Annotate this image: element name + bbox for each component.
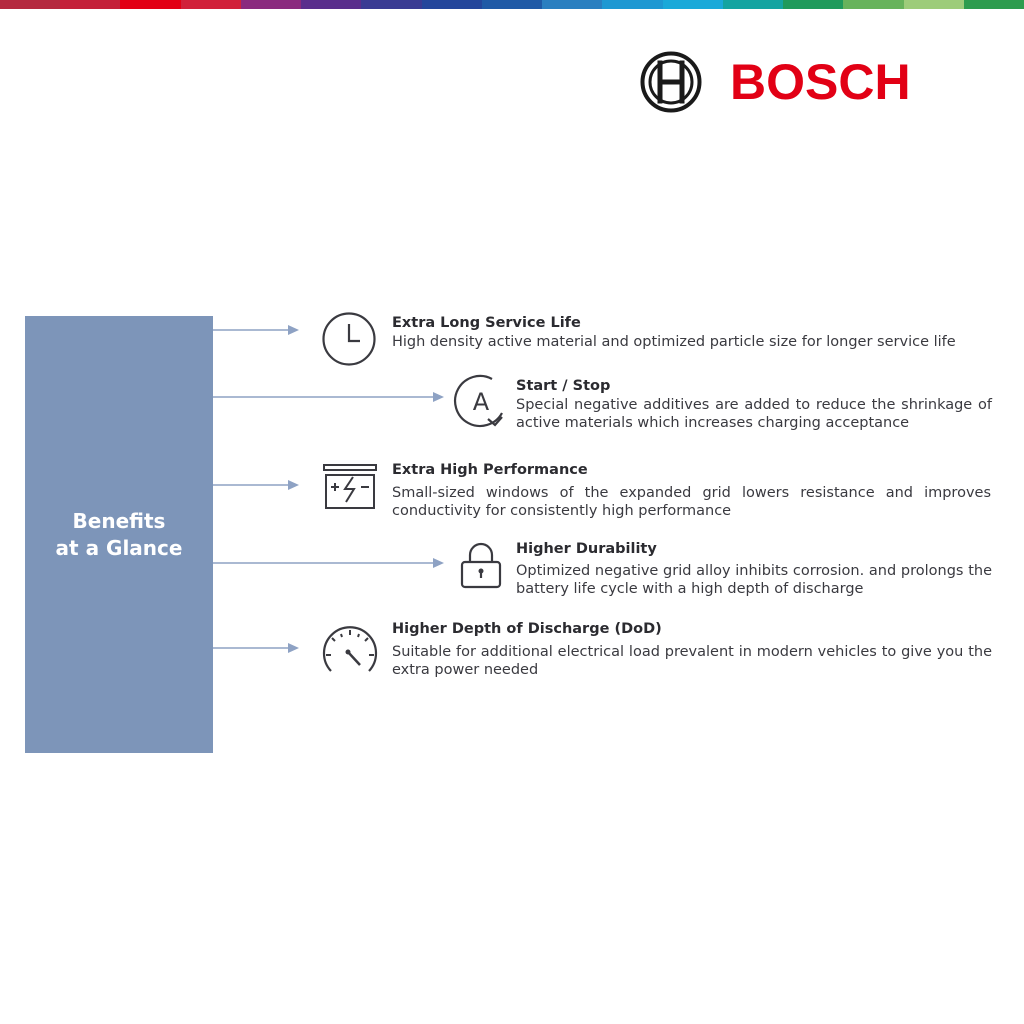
benefit-title-3: Extra High Performance bbox=[392, 462, 588, 478]
benefit-title-4: Higher Durability bbox=[516, 541, 657, 557]
connector-4 bbox=[213, 558, 444, 568]
benefit-description-2: Special negative additives are added to reduce the shrinkage of active materials which increases charging acceptance bbox=[516, 397, 992, 431]
clock-icon bbox=[321, 311, 377, 367]
svg-text:A: A bbox=[472, 388, 490, 416]
auto-start-stop-icon bbox=[452, 373, 510, 431]
benefit-description-3: Small-sized windows of the expanded grid lowers resistance and improves conductivity for consistently high performance bbox=[392, 485, 991, 519]
lock-icon bbox=[459, 542, 503, 590]
connector-2 bbox=[213, 392, 444, 402]
connector-3 bbox=[213, 480, 299, 490]
benefit-title-2: Start / Stop bbox=[516, 378, 611, 394]
benefit-description-1: High density active material and optimized particle size for longer service life bbox=[392, 334, 956, 350]
connector-1 bbox=[213, 325, 299, 335]
benefit-title-5: Higher Depth of Discharge (DoD) bbox=[392, 621, 662, 637]
connector-5 bbox=[213, 643, 299, 653]
panel-title-line-2: at a Glance bbox=[55, 535, 183, 560]
benefit-description-4: Optimized negative grid alloy inhibits corrosion. and prolongs the battery life cycle with a high depth of discharge bbox=[516, 563, 992, 597]
brand-name: BOSCH bbox=[730, 54, 911, 110]
benefit-title-1: Extra Long Service Life bbox=[392, 315, 581, 331]
battery-icon bbox=[321, 462, 379, 512]
panel-title-line-1: Benefits bbox=[72, 508, 166, 533]
gauge-icon bbox=[321, 624, 379, 674]
benefit-description-5: Suitable for additional electrical load prevalent in modern vehicles to give you the extra power needed bbox=[392, 644, 992, 678]
